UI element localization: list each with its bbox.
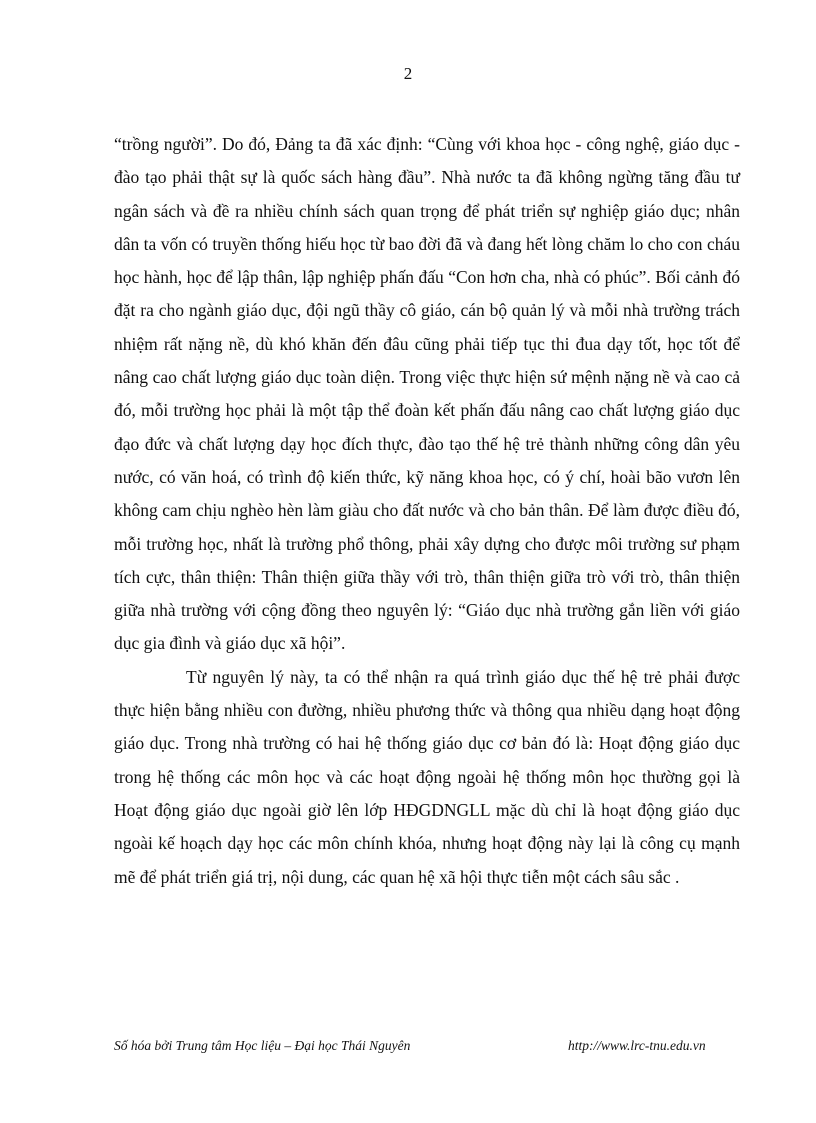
paragraph-1: “trồng người”. Do đó, Đảng ta đã xác định: “Cùng với khoa học - công nghệ, giáo dục - đào tạo phải thật sự là quốc sách hàng đầu”. Nhà nước ta đã không ngừng tăng đầu tư ngân sách và đề ra nhiều chính sách quan trọng để phát triển sự nghiệp giáo dục; nhân dân ta vốn có truyền thống hiếu học từ bao đời đã và đang hết lòng chăm lo cho con cháu học hành, học để lập thân, lập nghiệp phấn đấu “Con hơn cha, nhà có phúc”. Bối cảnh đó đặt ra cho ngành giáo dục, đội ngũ thầy cô giáo, cán bộ quản lý và mỗi nhà trường trách nhiệm rất nặng nề, dù khó khăn đến đâu cũng phải tiếp tục thi đua dạy tốt, học tốt để nâng cao chất lượng giáo dục toàn diện. Trong việc thực hiện sứ mệnh nặng nề và cao cả đó, mỗi trường học phải là một tập thể đoàn kết phấn đấu nâng cao chất lượng giáo dục đạo đức và chất lượng dạy học đích thực, đào tạo thế hệ trẻ thành những công dân yêu nước, có văn hoá, có trình độ kiến thức, kỹ năng khoa học, có ý chí, hoài bão vươn lên không cam chịu nghèo hèn làm giàu cho đất nước và cho bản thân. Để làm được điều đó, mỗi trường học, nhất là trường phổ thông, phải xây dựng cho được môi trường sư phạm tích cực, thân thiện: Thân thiện giữa thầy với trò, thân thiện giữa trò với trò, thân thiện giữa nhà trường với cộng đồng theo nguyên lý: “Giáo dục nhà trường gắn liền với giáo dục gia đình và giáo dục xã hội”. <box>114 134 740 654</box>
paragraph-2: Từ nguyên lý này, ta có thể nhận ra quá trình giáo dục thế hệ trẻ phải được thực hiện bằng nhiều con đường, nhiều phương thức và thông qua nhiều dạng hoạt động giáo dục. Trong nhà trường có hai hệ thống giáo dục cơ bản đó là: Hoạt động giáo dục trong hệ thống các môn học và các hoạt động ngoài hệ thống môn học thường gọi là Hoạt động giáo dục ngoài giờ lên lớp HĐGDNGLL mặc dù chỉ là hoạt động giáo dục ngoài kế hoạch dạy học các môn chính khóa, nhưng hoạt động này lại là công cụ mạnh mẽ để phát triển giá trị, nội dung, các quan hệ xã hội thực tiễn một cách sâu sắc . <box>114 666 740 887</box>
document-body <box>114 128 740 894</box>
footer-source-text: Số hóa bởi Trung tâm Học liệu – Đại học Thái Nguyên <box>114 1038 411 1053</box>
page-number: 2 <box>403 64 413 83</box>
footer-url[interactable]: http://www.lrc-tnu.edu.vn <box>568 1038 706 1053</box>
